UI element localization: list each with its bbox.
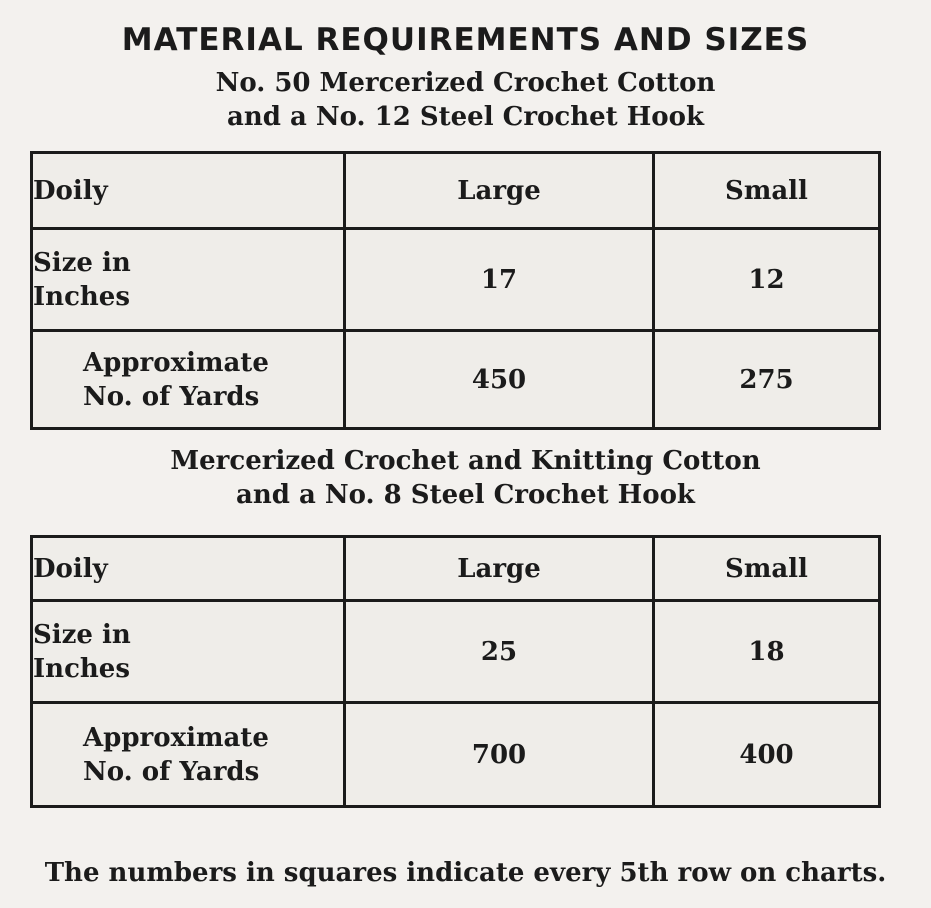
row-label-yards — [32, 703, 345, 807]
row-label-line: Approximate — [83, 347, 269, 378]
row-label-line: No. of Yards — [83, 756, 260, 787]
cell-small-yards: 400 — [654, 703, 880, 807]
requirements-table-2 — [30, 535, 881, 808]
row-label-line: Size in — [33, 247, 131, 278]
page-title: MATERIAL REQUIREMENTS AND SIZES — [121, 22, 810, 58]
row-label-yards — [32, 331, 345, 429]
row-label-line: Size in — [33, 619, 131, 650]
header-small: Small — [654, 537, 880, 601]
row-label-line: No. of Yards — [83, 381, 260, 412]
row-label-line: Inches — [33, 281, 130, 312]
header-doily: Doily — [32, 153, 345, 229]
cell-large-size: 17 — [345, 229, 654, 331]
row-label-size — [32, 229, 345, 331]
section2-hook-line: and a No. 8 Steel Crochet Hook — [236, 480, 695, 510]
requirements-table-1 — [30, 151, 881, 430]
section1-hook-line: and a No. 12 Steel Crochet Hook — [226, 102, 704, 132]
cell-small-size: 18 — [654, 601, 880, 703]
header-large: Large — [345, 153, 654, 229]
cell-large-yards: 700 — [345, 703, 654, 807]
row-label-line: Inches — [33, 653, 130, 684]
section1-thread-line: No. 50 Mercerized Crochet Cotton — [215, 68, 716, 98]
header-large: Large — [345, 537, 654, 601]
row-label-size — [32, 601, 345, 703]
table-row — [32, 601, 880, 703]
section2-thread-line: Mercerized Crochet and Knitting Cotton — [170, 446, 761, 476]
cell-small-yards: 275 — [654, 331, 880, 429]
cell-large-yards: 450 — [345, 331, 654, 429]
table-row — [32, 229, 880, 331]
header-small: Small — [654, 153, 880, 229]
cell-large-size: 25 — [345, 601, 654, 703]
table-row — [32, 703, 880, 807]
header-doily: Doily — [32, 537, 345, 601]
row-label-line: Approximate — [83, 722, 269, 753]
footer-note: The numbers in squares indicate every 5th row on charts. — [44, 858, 887, 888]
cell-small-size: 12 — [654, 229, 880, 331]
table-row — [32, 331, 880, 429]
table-header-row — [32, 153, 880, 229]
table-header-row — [32, 537, 880, 601]
